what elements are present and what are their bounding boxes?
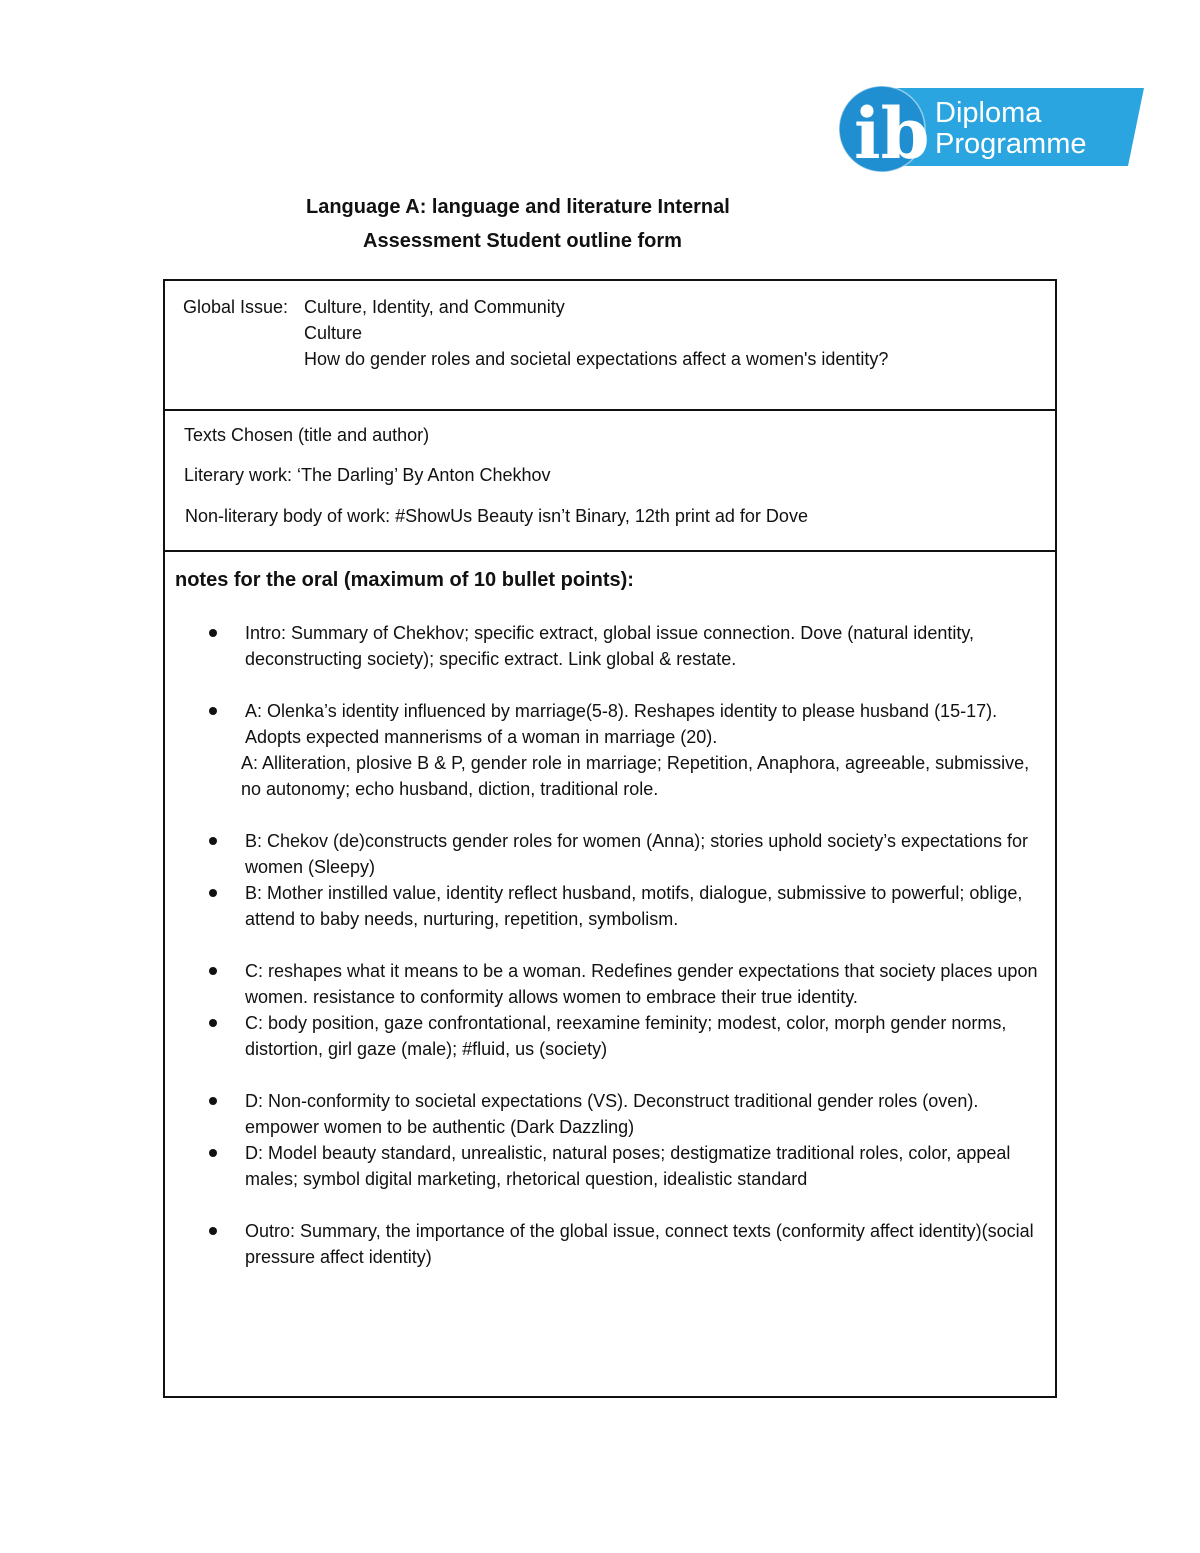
global-issue-area: Culture, Identity, and Community xyxy=(304,297,565,317)
bullet-icon xyxy=(209,707,217,715)
title-line-2: Assessment Student outline form xyxy=(363,230,682,252)
bullet-icon xyxy=(209,1227,217,1235)
bullet-icon xyxy=(209,889,217,897)
note-text: D: Model beauty standard, unrealistic, natural poses; destigmatize traditional roles, color, appeal males; symbol digital marketing, rhetorical question, idealistic standard xyxy=(245,1143,1011,1189)
note-continuation: A: Alliteration, plosive B & P, gender role in marriage; Repetition, Anaphora, agreeable, submissive, no autonomy; echo husband, diction, traditional role. xyxy=(241,753,1030,799)
ib-diploma-programme-logo xyxy=(838,84,1144,174)
literary-work: Literary work: ‘The Darling’ By Anton Chekhov xyxy=(184,465,551,485)
global-issue-label: Global Issue: xyxy=(183,297,289,317)
note-text: B: Chekov (de)constructs gender roles for women (Anna); stories uphold society’s expectations for women (Sleepy) xyxy=(245,831,1029,877)
bullet-icon xyxy=(209,1019,217,1027)
note-text: A: Olenka’s identity influenced by marriage(5-8). Reshapes identity to please husband (15-17). Adopts expected mannerisms of a woman in marriage (20). xyxy=(245,701,998,747)
note-text: C: reshapes what it means to be a woman. Redefines gender expectations that society places upon women. resistance to conformity allows women to embrace their true identity. xyxy=(245,961,1038,1007)
notes-list xyxy=(165,620,1045,1270)
note-text: Outro: Summary, the importance of the global issue, connect texts (conformity affect identity)(social pressure affect identity) xyxy=(245,1221,1034,1267)
list-item xyxy=(165,880,1045,932)
note-text: B: Mother instilled value, identity reflect husband, motifs, dialogue, submissive to powerful; oblige, attend to baby needs, nurturing, repetition, symbolism. xyxy=(245,883,1023,929)
texts-chosen-section xyxy=(165,411,1055,552)
texts-heading: Texts Chosen (title and author) xyxy=(184,425,430,445)
list-item xyxy=(165,698,1045,802)
oral-notes-section xyxy=(165,552,1055,1396)
document-title xyxy=(300,190,760,258)
global-issue-section xyxy=(165,281,1055,411)
bullet-icon xyxy=(209,837,217,845)
notes-heading: notes for the oral (maximum of 10 bullet points): xyxy=(175,569,634,591)
list-item xyxy=(165,958,1045,1010)
list-item xyxy=(165,620,1045,672)
outline-form xyxy=(163,279,1057,1398)
list-item xyxy=(165,1088,1045,1140)
global-issue-question: How do gender roles and societal expectations affect a women's identity? xyxy=(304,349,889,369)
logo-line2: Programme xyxy=(935,128,1087,160)
note-text: D: Non-conformity to societal expectations (VS). Deconstruct traditional gender roles (oven). empower women to be authentic (Dark Dazzling) xyxy=(245,1091,979,1137)
list-item xyxy=(165,1010,1045,1062)
list-item xyxy=(165,1218,1045,1270)
global-issue-topic: Culture xyxy=(304,323,363,343)
list-item xyxy=(165,1140,1045,1192)
note-text: Intro: Summary of Chekhov; specific extract, global issue connection. Dove (natural identity, deconstructing society); specific extract. Link global & restate. xyxy=(245,623,975,669)
bullet-icon xyxy=(209,1149,217,1157)
list-item xyxy=(165,828,1045,880)
note-text: C: body position, gaze confrontational, reexamine feminity; modest, color, morph gender norms, distortion, girl gaze (male); #fluid, us (society) xyxy=(245,1013,1007,1059)
bullet-icon xyxy=(209,629,217,637)
non-literary-work: Non-literary body of work: #ShowUs Beauty isn’t Binary, 12th print ad for Dove xyxy=(185,506,808,526)
title-line-1: Language A: language and literature Internal xyxy=(306,196,730,218)
logo-letters: ib xyxy=(854,92,930,174)
bullet-icon xyxy=(209,1097,217,1105)
logo-line1: Diploma xyxy=(935,97,1042,129)
bullet-icon xyxy=(209,967,217,975)
